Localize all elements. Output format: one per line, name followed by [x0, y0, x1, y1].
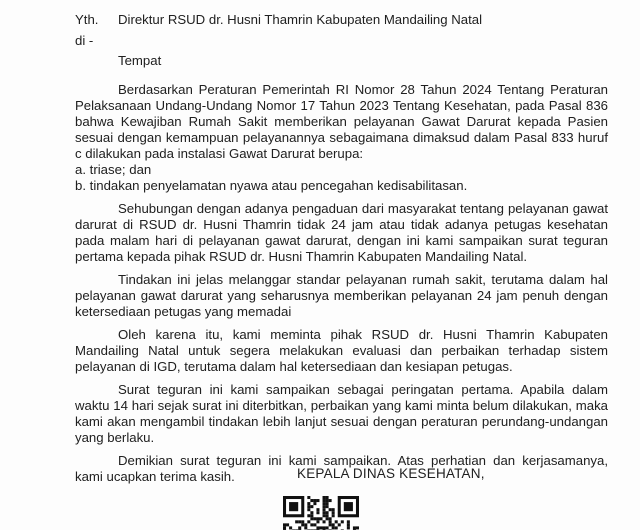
qr-code-icon	[283, 496, 359, 530]
paragraph-closing: Demikian surat teguran ini kami sampaikan. Atas perhatian dan kerjasamanya, kami ucapkan terima kasih.	[75, 452, 608, 484]
recipient-block	[75, 10, 608, 72]
recipient-name: Direktur RSUD dr. Husni Thamrin Kabupaten Mandailing Natal	[118, 12, 483, 27]
paragraph-request: Oleh karena itu, kami meminta pihak RSUD dr. Husni Thamrin Kabupaten Mandailing Natal untuk segera melakukan evaluasi dan perbaikan terhadap sistem pelayanan di IGD, terutama dalam hal ketersediaan dan kesiapan petugas.	[75, 326, 608, 374]
paragraph-complaint: Sehubungan dengan adanya pengaduan dari masyarakat tentang pelayanan gawat darurat di RSUD dr. Husni Thamrin tidak 24 jam atau tidak adanya petugas kesehatan pada malam hari di pelayanan gawat darurat, dengan ini kami sampaikan surat teguran pertama kepada pihak RSUD dr. Husni Thamrin Kabupaten Mandailing Natal.	[75, 200, 608, 264]
emergency-care-list	[75, 162, 608, 194]
recipient-row	[75, 10, 608, 31]
signatory-title: KEPALA DINAS KESEHATAN,	[297, 466, 485, 481]
list-item-lifesaving: b. tindakan penyelamatan nyawa atau pencegahan kedisabilitasan.	[75, 177, 468, 193]
recipient-at-label: di -	[75, 32, 94, 48]
paragraph-violation: Tindakan ini jelas melanggar standar pelayanan rumah sakit, terutama dalam hal pelayanan gawat darurat yang seharusnya memberikan pelayanan 24 jam penuh dengan ketersediaan petugas yang memadai	[75, 271, 608, 319]
recipient-salutation: Yth.	[75, 12, 99, 27]
recipient-place: Tempat	[118, 53, 162, 68]
paragraph-warning-deadline: Surat teguran ini kami sampaikan sebagai peringatan pertama. Apabila dalam waktu 14 hari sejak surat ini diterbitkan, perbaikan yang kami minta belum dilakukan, maka kami akan mengambil tindakan lebih lanjut sesuai dengan peraturan perundang-undangan yang berlaku.	[75, 381, 608, 445]
list-item-triase: a. triase; dan	[75, 161, 152, 177]
paragraph-legal-basis: Berdasarkan Peraturan Pemerintah RI Nomor 28 Tahun 2024 Tentang Peraturan Pelaksanaan Undang-Undang Nomor 17 Tahun 2023 Tentang Kesehatan, pada Pasal 836 bahwa Kewajiban Rumah Sakit memberikan pelayanan Gawat Darurat kepada Pasien sesuai dengan kemampuan pelayanannya sebagaimana dimaksud dalam Pasal 833 huruf c dilakukan pada instalasi Gawat Darurat berupa:	[75, 81, 608, 161]
